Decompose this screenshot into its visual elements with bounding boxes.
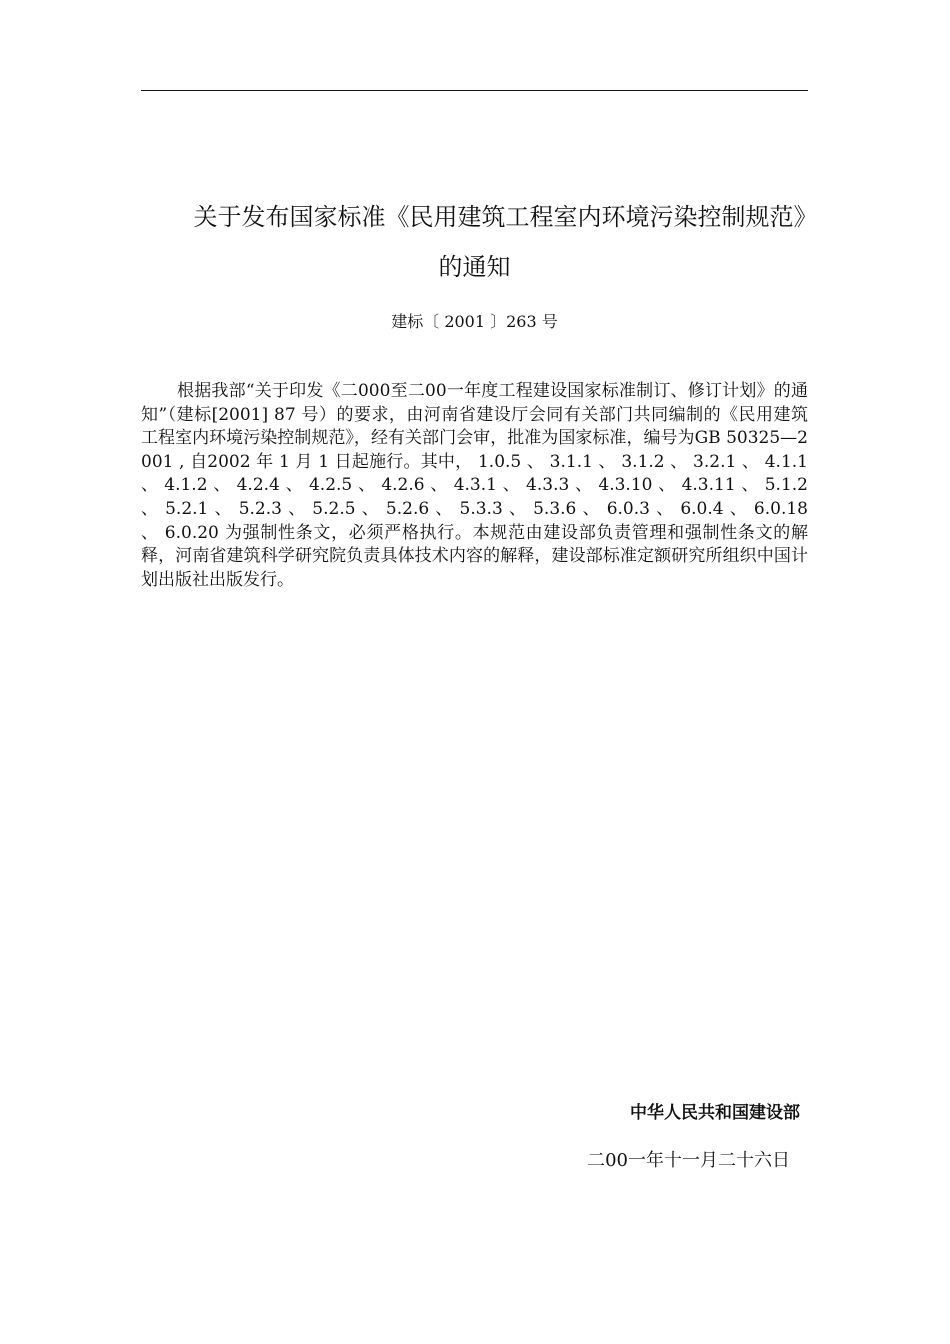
notice-title-text: 关于发布国家标准《民用建筑工程室内环境污染控制规范》的通知 (193, 203, 806, 281)
notice-body: 根据我部“关于印发《二000至二00一年度工程建设国家标准制订、修订计划》的通知”（建标[2001] 87 号）的要求，由河南省建设厅会同有关部门共同编制的《民用建筑工程室内环境污染控制规范》，经有关部门会审，批准为国家标准，编号为GB 50325—2001 , 自2002 年 1 月 1 日起施行。其中， 1.0.5 、 3.1.1 、 3.1.2 、 3.2.1 、 4.1.1 、 4.1.2 、 4.2.4 、 4.2.5 、 4.2.6 、 4.3.1 、 4.3.3 、 4.3.10 、 4.3.11 、 5.1.2 、 5.2.1 、 5.2.3 、 5.2.5 、 5.2.6 、 5.3.3 、 5.3.6 、 6.0.3 、 6.0.4 、 6.0.18 、 6.0.20 为强制性条文，必须严格执行。本规范由建设部负责管理和强制性条文的解释，河南省建筑科学研究院负责具体技术内容的解释，建设部标准定额研究所组织中国计划出版社出版发行。 (141, 381, 808, 590)
document-number: 建标〔 2001 〕263 号 (391, 312, 558, 331)
notice-title (141, 192, 808, 292)
header-rule (141, 90, 808, 91)
issuing-authority: 中华人民共和国建设部 (630, 1103, 800, 1123)
issue-date: 二00一年十一月二十六日 (587, 1150, 790, 1171)
